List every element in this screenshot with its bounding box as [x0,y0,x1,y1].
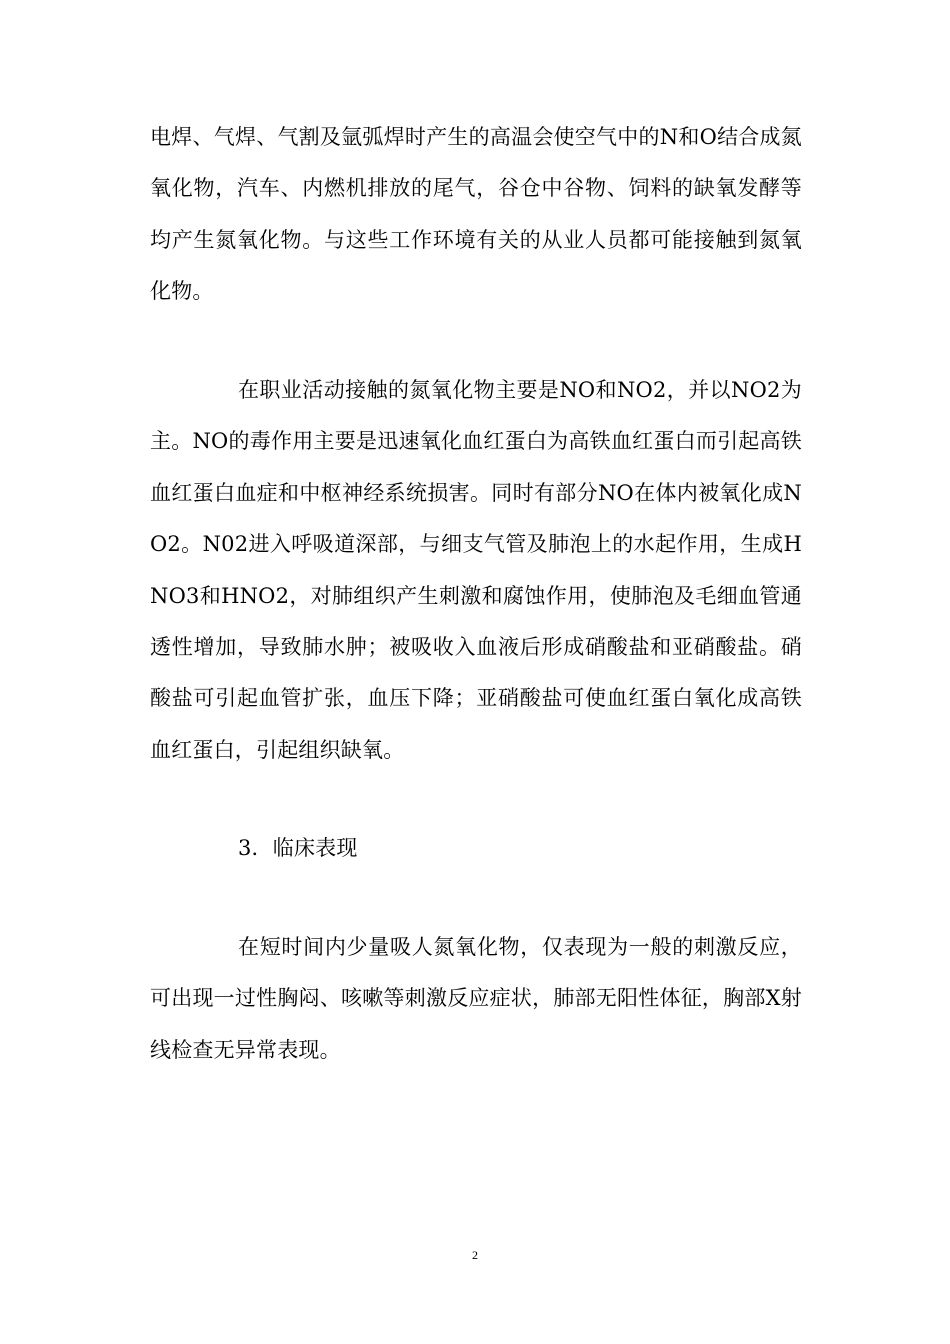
page-number: 2 [472,1248,478,1262]
paragraph-mild-exposure: 在短时间内少量吸人氮氧化物，仅表现为一般的刺激反应，可出现一过性胸闷、咳嗽等刺激反应症状，肺部无阳性体征，胸部X射线检查无异常表现。 [150,935,802,1062]
paragraph-nox-sources: 电焊、气焊、气割及氩弧焊时产生的高温会使空气中的N和O结合成氮氧化物，汽车、内燃机排放的尾气，谷仓中谷物、饲料的缺氧发酵等均产生氮氧化物。与这些工作环境有关的从业人员都可能接触到氮氧化物。 [150,125,802,304]
section-heading-clinical-manifestations: 3．临床表现 [238,836,358,860]
paragraph-toxic-mechanism: 在职业活动接触的氮氧化物主要是NO和NO2，并以NO2为主。NO的毒作用主要是迅速氧化血红蛋白为高铁血红蛋白而引起高铁血红蛋白血症和中枢神经系统损害。同时有部分NO在体内被氧化成NO2。N02进入呼吸道深部，与细支气管及肺泡上的水起作用，生成HNO3和HNO2，对肺组织产生刺激和腐蚀作用，使肺泡及毛细血管通透性增加，导致肺水肿；被吸收入血液后形成硝酸盐和亚硝酸盐。硝酸盐可引起血管扩张，血压下降；亚硝酸盐可使血红蛋白氧化成高铁血红蛋白，引起组织缺氧。 [150,378,802,762]
